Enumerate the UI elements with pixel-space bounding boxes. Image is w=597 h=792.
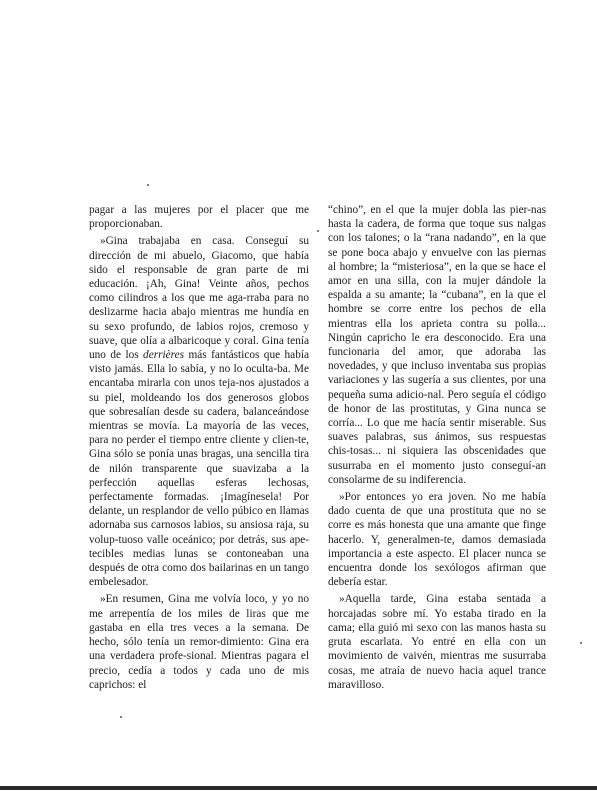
paragraph: »Por entonces yo era joven. No me había dado cuenta de que una prostituta que no se corre es más honesta que una amante que finge hacerlo. Y, generalmen-te, damos demasiada importancia a este aspecto. El placer nunca se encuentra donde los sexólogos afirman que debería estar. (328, 491, 546, 589)
italic-word: derrières (143, 349, 185, 362)
left-text-column (89, 203, 309, 692)
paragraph: »Aquella tarde, Gina estaba sentada a horcajadas sobre mí. Yo estaba tirado en la cama; ella guió mi sexo con las manos hasta su gruta escarlata. Yo entré en ella con un movimiento de vaivén, mientras me susurraba cosas, me atraía de nuevo hacia aquel trance maravilloso. (328, 593, 546, 691)
paragraph-text: más fantásticos que había visto jamás. Ella lo sabía, y no lo oculta-ba. Me encantaba mirarla con unos teja-nos ajustados a su piel, moldeando los dos generosos globos que sobresalían desde su cadera, balanceándose mientras se movía. La mayoría de las veces, para no perder el tiempo entre cliente y clien-te, Gina sólo se ponía unas bragas, una sencilla tira de nilón transparente que suavizaba a la perfección aquellas esferas lechosas, perfectamente formadas. ¡Imagínesela! Por delante, un resplandor de vello púbico en llamas adornaba sus carnosos labios, su ansiosa raja, su volup-tuoso valle oceánico; por detrás, sus ape-tecibles medias lunas se contoneaban una después de otra como dos bailarinas en un tango embelesador. (89, 349, 309, 589)
paragraph-text: »Gina trabajaba en casa. Conseguí su dirección de mi abuelo, Giacomo, que había sido el responsable de gran parte de mi educación. ¡Ah, Gina! Veinte años, pechos como cilindros a los que me aga-rraba para no deslizarme hacia abajo mientras me hundía en su sexo profundo, de labios rojos, cremoso y suave, que olía a albaricoque y coral. Gina tenía uno de los (89, 235, 309, 362)
paragraph (89, 234, 309, 589)
scan-speck (120, 716, 122, 718)
paragraph: “chino”, en el que la mujer dobla las pier-nas hasta la cadera, de forma que toque sus nalgas con los talones; o la “rana nadando”, en la que se pone boca abajo y envuelve con las piernas al hombre; la “misteriosa”, en la que se hace el amor en una silla, con la mujer dándole la espalda a su amante; la “cubana”, en la que el hombre se corre entre los pechos de ella mientras ella los aprieta contra su polla... Ningún capricho le era desconocido. Era una funcionaria del amor, que adoraba las novedades, y que incluso inventaba sus propias variaciones y las sugería a sus clientes, por una pequeña suma adicio-nal. Pero seguía el código de honor de las prostitutas, y Gina nunca se corría... Lo que me hacía sentir miserable. Sus suaves palabras, sus ánimos, sus respuestas chis-tosas... ni siquiera las obscenidades que susurraba en el momento justo conseguí-an consolarme de su indiferencia. (328, 204, 546, 486)
paragraph: »En resumen, Gina me volvía loco, y yo no me arrepentía de los miles de liras que me gastaba en ella tres veces a la semana. De hecho, sólo tenía un remor-dimiento: Gina era una verdadera profe-sional. Mientras pagara el precio, cedía a todos y cada uno de mis caprichos: el (89, 593, 309, 691)
scan-edge-line (0, 786, 597, 790)
scan-speck (147, 184, 149, 186)
right-text-column (328, 203, 546, 692)
scan-speck (317, 230, 319, 232)
paragraph: pagar a las mujeres por el placer que me proporcionaban. (89, 204, 309, 231)
scan-speck (580, 642, 582, 644)
